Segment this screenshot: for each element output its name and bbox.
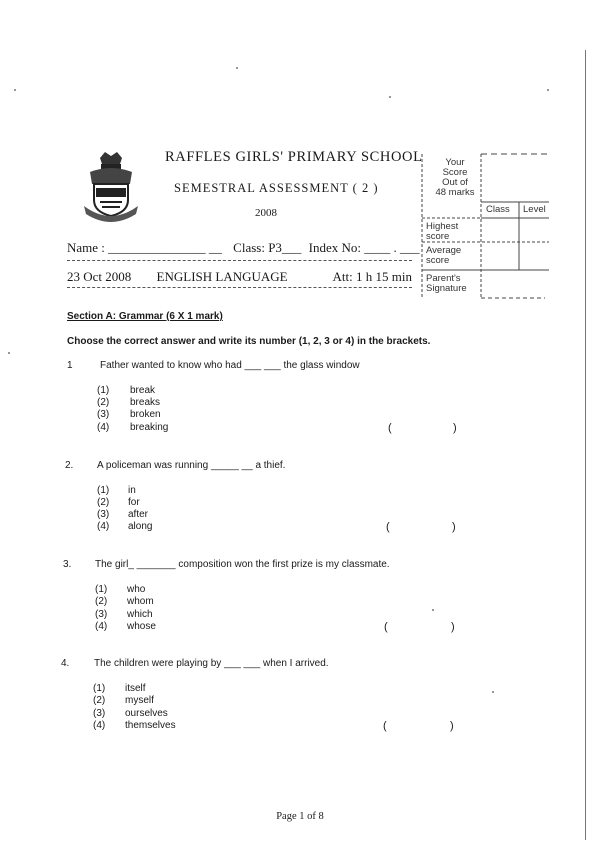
option-text: breaks [130,397,161,408]
average-score-label: Average score [426,245,462,266]
option-text: whose [127,621,156,632]
scan-speck [8,352,10,354]
answer-bracket-open[interactable]: ( [383,720,387,732]
question-number: 1 [67,360,73,371]
option-number: (3) [97,509,110,520]
scan-speck [236,67,238,69]
scan-speck [547,89,549,91]
option-text: broken [130,409,161,420]
question-number: 2. [65,460,74,471]
option-number: (3) [93,708,106,719]
assessment-title: SEMESTRAL ASSESSMENT ( 2 ) [174,181,379,195]
scan-speck [492,691,494,693]
answer-bracket-close[interactable]: ) [452,521,456,533]
class-column-header: Class [486,204,510,215]
scan-edge-line [585,50,586,840]
option-number: (2) [93,695,106,706]
option-text: itself [125,683,146,694]
class-field[interactable]: Class: P3___ [233,240,305,255]
option-text: myself [125,695,154,706]
exam-details-row [67,269,412,285]
divider [67,260,412,261]
option-number: (1) [97,385,110,396]
answer-bracket-close[interactable]: ) [453,422,457,434]
subject: ENGLISH LANGUAGE [156,269,288,284]
option-number: (1) [93,683,106,694]
option-text: in [128,485,136,496]
question-text: A policeman was running _____ __ a thief. [97,460,286,471]
answer-bracket-close[interactable]: ) [450,720,454,732]
scan-speck [389,96,391,98]
option-number: (4) [97,521,110,532]
option-number: (4) [93,720,106,731]
question-number: 3. [63,559,72,570]
student-info-row [67,240,420,256]
school-name: RAFFLES GIRLS' PRIMARY SCHOOL [165,149,423,165]
option-number: (2) [95,596,108,607]
question-text: Father wanted to know who had ___ ___ the glass window [100,360,360,371]
option-text: which [127,609,153,620]
name-field[interactable]: _______________ __ [108,240,222,255]
option-number: (2) [97,497,110,508]
option-text: themselves [125,720,176,731]
answer-bracket-open[interactable]: ( [386,521,390,533]
option-number: (4) [95,621,108,632]
option-number: (2) [97,397,110,408]
highest-score-label: Highest score [426,221,459,242]
answer-bracket-open[interactable]: ( [388,422,392,434]
level-column-header: Level [523,204,546,215]
exam-year: 2008 [255,207,277,219]
question-text: The girl_ _______ composition won the first prize is my classmate. [95,559,390,570]
score-table [419,152,549,300]
section-title: Section A: Grammar (6 X 1 mark) [67,311,223,322]
option-text: whom [127,596,154,607]
option-number: (1) [97,485,110,496]
page-number: Page 1 of 8 [276,811,324,822]
option-number: (3) [95,609,108,620]
parent-signature-label: Parent's Signature [426,273,467,294]
duration: Att: 1 h 15 min [332,269,412,284]
instructions: Choose the correct answer and write its number (1, 2, 3 or 4) in the brackets. [67,336,431,347]
option-text: break [130,385,156,396]
option-text: breaking [130,422,169,433]
question-number: 4. [61,658,70,669]
exam-date: 23 Oct 2008 [67,269,132,284]
scan-speck [432,609,434,611]
index-field[interactable]: Index No: ____ . ___ [308,240,420,255]
name-label: Name : [67,240,109,255]
question-text: The children were playing by ___ ___ when I arrived. [94,658,329,669]
option-text: for [128,497,140,508]
option-number: (4) [97,422,110,433]
option-number: (1) [95,584,108,595]
your-score-label: Your Score Out of 48 marks [435,157,475,198]
option-text: along [128,521,153,532]
option-number: (3) [97,409,110,420]
option-text: ourselves [125,708,168,719]
answer-bracket-open[interactable]: ( [384,621,388,633]
school-crest-icon [82,150,140,222]
scan-speck [14,89,16,91]
option-text: after [128,509,149,520]
divider [67,287,412,288]
option-text: who [127,584,146,595]
answer-bracket-close[interactable]: ) [451,621,455,633]
